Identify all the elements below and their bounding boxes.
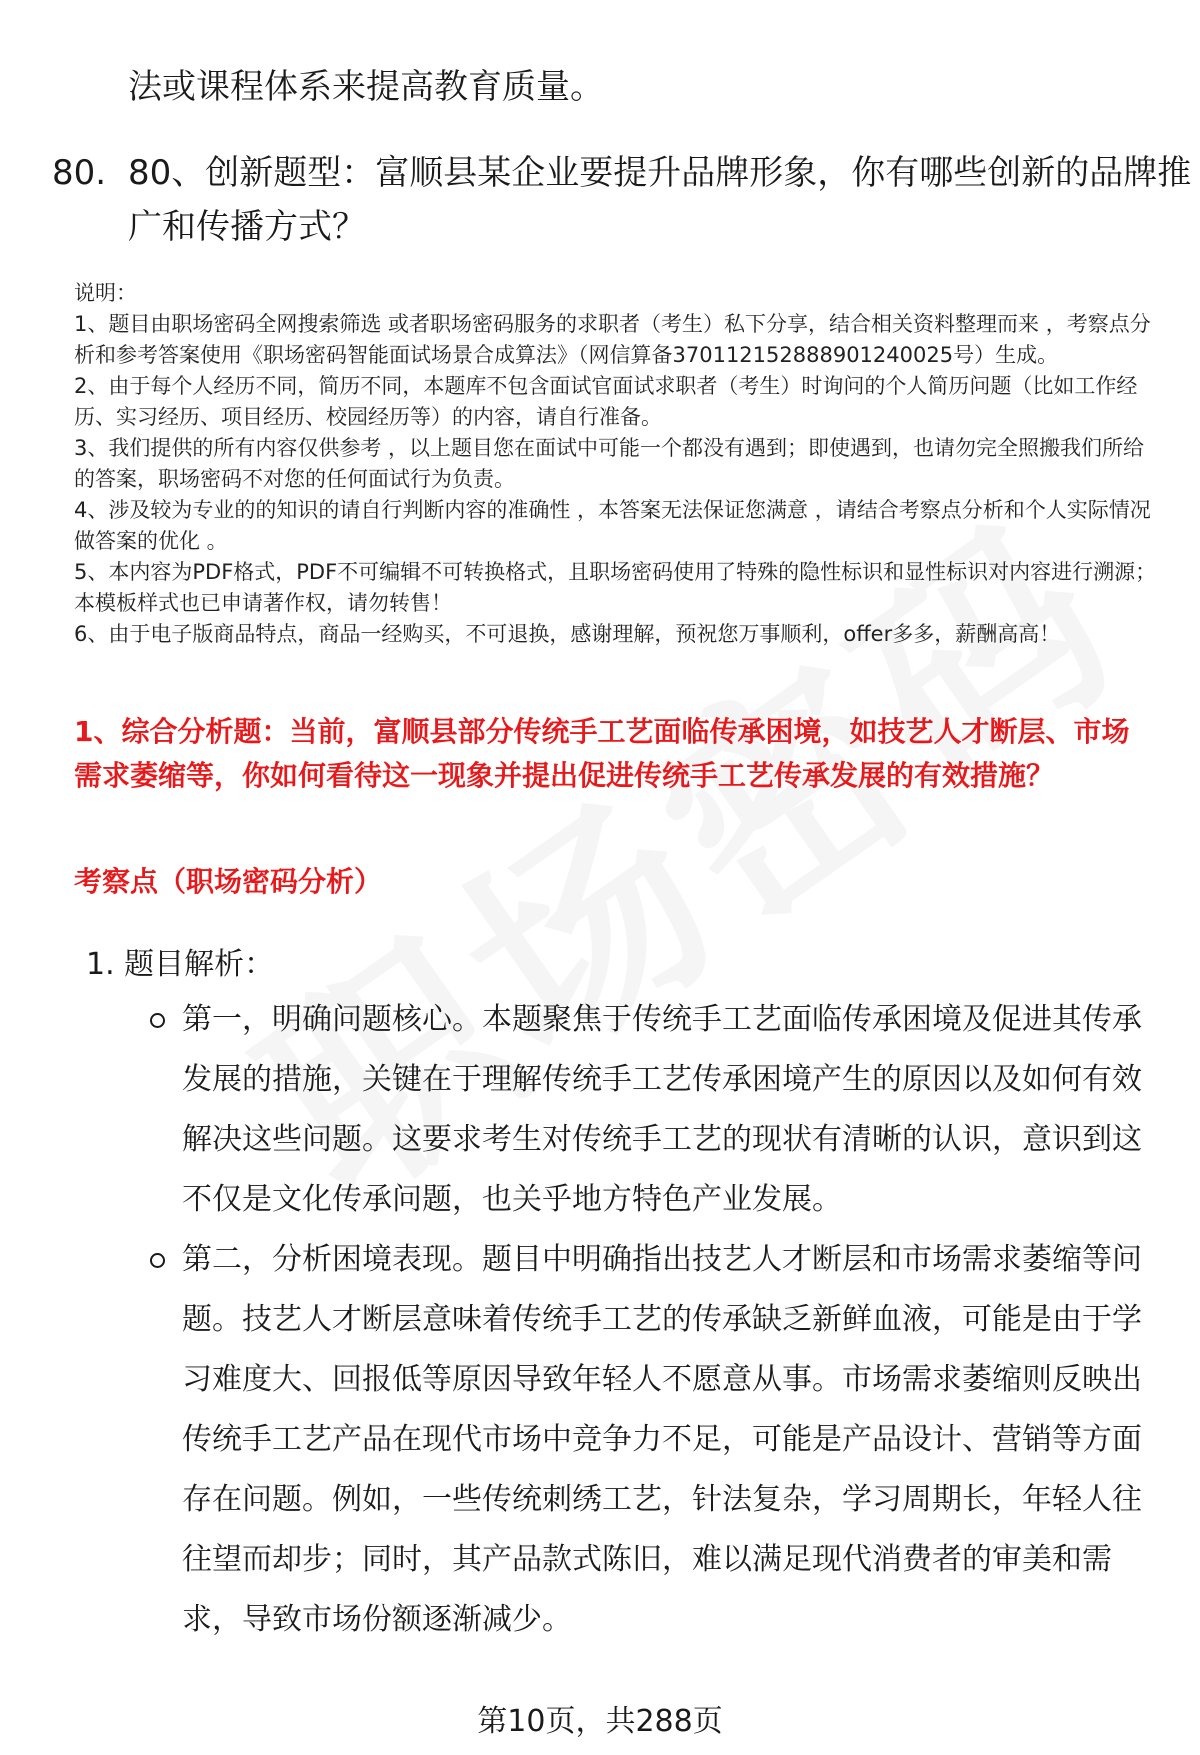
notes-item: 1、题目由职场密码全网搜索筛选 或者职场密码服务的求职者（考生）私下分享，结合相关资料整理而来 ，考察点分析和参考答案使用《职场密码智能面试场景合成算法》（网信算备370112152888901240025号）生成。 bbox=[74, 312, 1151, 367]
question-80-text: 80、创新题型：富顺县某企业要提升品牌形象，你有哪些创新的品牌推广和传播方式？ bbox=[128, 153, 1192, 247]
bullet-circle-icon bbox=[150, 1253, 165, 1268]
notes-block bbox=[74, 278, 1164, 650]
question-1-title: 1、综合分析题：当前，富顺县部分传统手工艺面临传承困境，如技艺人才断层、市场需求萎缩等，你如何看待这一现象并提出促进传统手工艺传承发展的有效措施？ bbox=[74, 715, 1130, 792]
notes-item: 2、由于每个人经历不同，简历不同，本题库不包含面试官面试求职者（考生）时询问的个人简历问题（比如工作经历、实习经历、项目经历、校园经历等）的内容，请自行准备。 bbox=[74, 374, 1138, 429]
list-item-analysis: 1. 题目解析： bbox=[86, 947, 275, 982]
bullet-item bbox=[182, 990, 1142, 1230]
page-footer: 第10页，共288页 bbox=[477, 1704, 723, 1739]
bullet-item bbox=[182, 1230, 1142, 1650]
notes-heading: 说明： bbox=[74, 281, 137, 305]
section-label: 考察点（职场密码分析） bbox=[74, 865, 383, 898]
bullet-text: 第一，明确问题核心。本题聚焦于传统手工艺面临传承困境及促进其传承发展的措施，关键在于理解传统手工艺传承困境产生的原因以及如何有效解决这些问题。这要求考生对传统手工艺的现状有清晰的认识，意识到这不仅是文化传承问题，也关乎地方特色产业发展。 bbox=[182, 1002, 1142, 1217]
bullet-text: 第二，分析困境表现。题目中明确指出技艺人才断层和市场需求萎缩等问题。技艺人才断层意味着传统手工艺的传承缺乏新鲜血液，可能是由于学习难度大、回报低等原因导致年轻人不愿意从事。市场需求萎缩则反映出传统手工艺产品在现代市场中竞争力不足，可能是产品设计、营销等方面存在问题。例如，一些传统刺绣工艺，针法复杂，学习周期长，年轻人往往望而却步；同时，其产品款式陈旧，难以满足现代消费者的审美和需求，导致市场份额逐渐减少。 bbox=[182, 1242, 1142, 1637]
notes-item: 3、我们提供的所有内容仅供参考 ，以上题目您在面试中可能一个都没有遇到；即使遇到，也请勿完全照搬我们所给的答案，职场密码不对您的任何面试行为负责。 bbox=[74, 436, 1145, 491]
notes-item: 4、涉及较为专业的的知识的请自行判断内容的准确性 ，本答案无法保证您满意 ，请结合考察点分析和个人实际情况做答案的优化 。 bbox=[74, 498, 1151, 553]
notes-item: 6、由于电子版商品特点，商品一经购买，不可退换，感谢理解，预祝您万事顺利，offer多多，薪酬高高！ bbox=[74, 622, 1061, 646]
continuation-text: 法或课程体系来提高教育质量。 bbox=[128, 67, 604, 107]
question-80-number: 80. bbox=[52, 153, 107, 193]
question-80 bbox=[52, 146, 1192, 254]
bullet-circle-icon bbox=[150, 1013, 165, 1028]
notes-item: 5、本内容为PDF格式，PDF不可编辑不可转换格式，且职场密码使用了特殊的隐性标识和显性标识对内容进行溯源；本模板样式也已申请著作权，请勿转售！ bbox=[74, 560, 1157, 615]
